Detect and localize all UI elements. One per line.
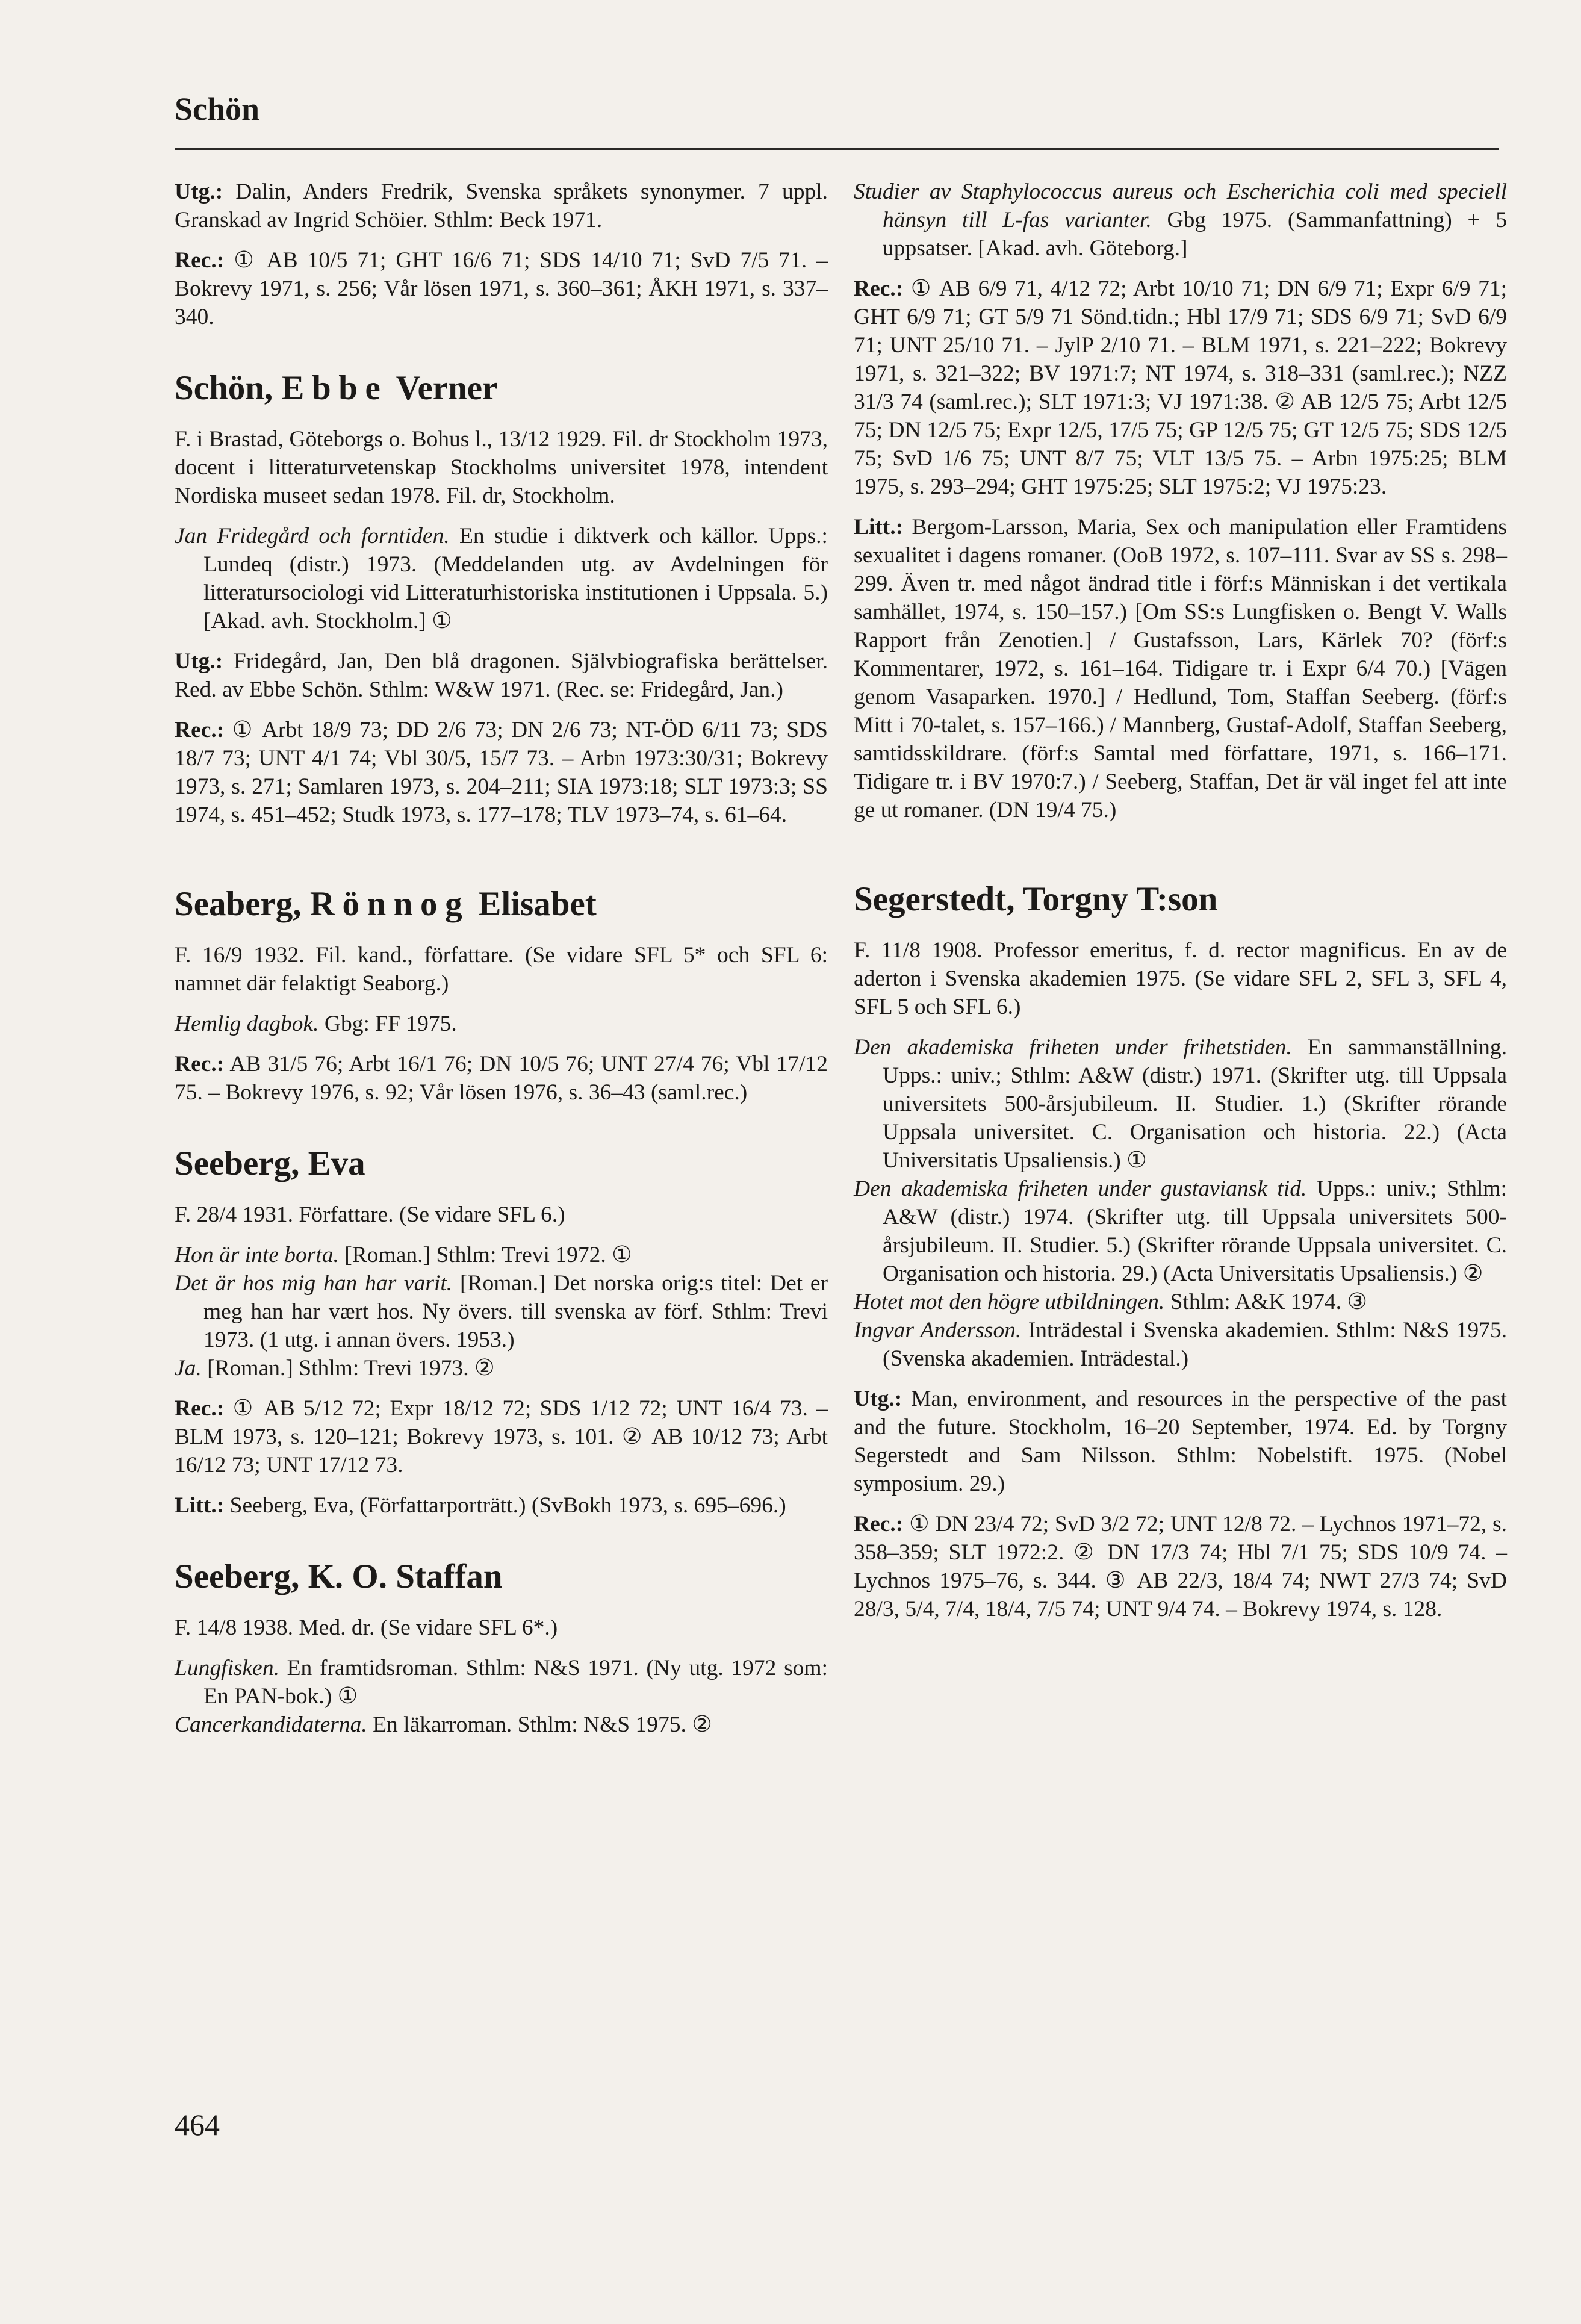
bibliography-item: Den akademiska friheten under gustaviansk tid. Upps.: univ.; Sthlm: A&W (distr.) 1974. (Skrifter utg. till Uppsala universitets 500-årsjubileum. II. Studier. 5.) (Skrifter rörande Uppsala universitet. C. Organisation och historia. 29.) (Acta Universitatis Upsaliensis.) ② <box>854 1176 1508 1286</box>
rec-paragraph: Rec.: AB 31/5 76; Arbt 16/1 76; DN 10/5 76; UNT 27/4 76; Vbl 17/12 75. – Bokrevy 1976, s. 92; Vår lösen 1976, s. 36–43 (saml.rec.) <box>175 1052 828 1105</box>
bibliography-item: Den akademiska friheten under frihetstiden. En sammanställning. Upps.: univ.; Sthlm: A&W (distr.) 1971. (Skrifter utg. till Uppsala universitets 500-årsjubileum. II. Studier. 1.) (Skrifter rörande Uppsala universitet. C. Organisation och historia. 22.) (Acta Universitatis Upsaliensis.) ① <box>854 1035 1507 1173</box>
header-rule <box>175 148 1499 150</box>
bibliography-item: Cancerkandidaterna. En läkarroman. Sthlm: N&S 1975. ② <box>175 1712 712 1737</box>
utg-paragraph: Utg.: Man, environment, and resources in the perspective of the past and the future. Stockholm, 16–20 September, 1974. Ed. by Torgny Segerstedt and Sam Nilsson. Sthlm: Nobelstift. 1975. (Nobel symposium. 29.) <box>854 1387 1507 1496</box>
bibliography-item: Ingvar Andersson. Inträdestal i Svenska akademien. Sthlm: N&S 1975. (Svenska akademien. Inträdestal.) <box>854 1318 1507 1371</box>
rec-paragraph: Rec.: ① Arbt 18/9 73; DD 2/6 73; DN 2/6 73; NT-ÖD 6/11 73; SDS 18/7 73; UNT 4/1 74; Vbl 30/5, 15/7 73. – Arbn 1973:30/31; Bokrevy 1973, s. 271; Samlaren 1973, s. 204–211; SIA 1973:18; SLT 1973:3; SS 1974, s. 451–452; Studk 1973, s. 177–178; TLV 1973–74, s. 61–64. <box>175 718 828 827</box>
entry-bio: F. 28/4 1931. Författare. (Se vidare SFL 6.) <box>175 1202 565 1227</box>
utg-label: Utg.: <box>175 179 223 204</box>
bibliography-item: Ja. [Roman.] Sthlm: Trevi 1973. ② <box>175 1356 495 1381</box>
schon-utg <box>175 178 828 234</box>
entry-heading-staffan: Seeberg, K. O. Staffan <box>175 1558 503 1595</box>
litt-paragraph: Litt.: Seeberg, Eva, (Författarporträtt.) (SvBokh 1973, s. 695–696.) <box>175 1493 786 1518</box>
entry-heading-ebbe: Schön, Ebbe Verner <box>175 369 498 407</box>
bibliography-item: Studier av Staphylococcus aureus och Escherichia coli med speciell hänsyn till L-fas varianter. Gbg 1975. (Sammanfattning) + 5 uppsatser. [Akad. avh. Göteborg.] <box>854 179 1507 261</box>
schon-rec <box>175 246 828 331</box>
entry-bio: F. 11/8 1908. Professor emeritus, f. d. rector magnificus. En av de aderton i Svenska akademien 1975. (Se vidare SFL 2, SFL 3, SFL 4, SFL 5 och SFL 6.) <box>854 938 1507 1019</box>
bibliography-item: Hon är inte borta. [Roman.] Sthlm: Trevi 1972. ① <box>175 1243 632 1267</box>
entry-bio: F. 14/8 1938. Med. dr. (Se vidare SFL 6*.) <box>175 1615 558 1640</box>
right-column <box>854 178 1507 1635</box>
rec-label: Rec.: <box>175 248 225 273</box>
litt-paragraph: Litt.: Bergom-Larsson, Maria, Sex och manipulation eller Framtidens sexualitet i dagens romaner. (OoB 1972, s. 107–111. Svar av SS s. 298–299. Även tr. med något ändrad title i förf:s Människan i det vertikala samhället, 1974, s. 150–157.) [Om SS:s Lungfisken o. Bengt V. Walls Rapport från Zenotien.] / Gustafsson, Lars, Kärlek 70? (förf:s Kommentarer, 1972, s. 161–164. Tidigare tr. i Expr 6/4 70.) [Vägen genom Vasaparken. 1970.] / Hedlund, Tom, Staffan Seeberg. (förf:s Mitt i 70-talet, s. 157–166.) / Mannberg, Gustaf-Adolf, Staffan Seeberg, samtidsskildrare. (förf:s Samtal med författare, 1971, s. 166–171. Tidigare tr. i BV 1970:7.) / Seeberg, Staffan, Det är väl inget fel att inte ge ut romaner. (DN 19/4 75.) <box>854 515 1507 822</box>
entry-heading-ronnog: Seaberg, Rönnog Elisabet <box>175 885 597 923</box>
bibliography-item: Lungfisken. En framtidsroman. Sthlm: N&S 1971. (Ny utg. 1972 som: En PAN-bok.) ① <box>175 1656 828 1709</box>
bibliography-item: Hotet mot den högre utbildningen. Sthlm: A&K 1974. ③ <box>854 1290 1368 1314</box>
running-head: Schön <box>175 91 260 127</box>
entry-bio: F. i Brastad, Göteborgs o. Bohus l., 13/12 1929. Fil. dr Stockholm 1973, docent i litteraturvetenskap Stockholms universitet 1978, intendent Nordiska museet sedan 1978. Fil. dr, Stockholm. <box>175 427 828 508</box>
page-number: 464 <box>175 2108 220 2142</box>
rec-paragraph: Rec.: ① AB 6/9 71, 4/12 72; Arbt 10/10 71; DN 6/9 71; Expr 6/9 71; GHT 6/9 71; GT 5/9 71 Sönd.tidn.; Hbl 17/9 71; SDS 6/9 71; SvD 6/9 71; UNT 25/10 71. – JylP 2/10 71. – BLM 1971, s. 221–222; Bokrevy 1971, s. 321–322; BV 1971:7; NT 1974, s. 318–331 (saml.rec.); NZZ 31/3 74 (saml.rec.); SLT 1971:3; VJ 1971:38. ② AB 12/5 75; Arbt 12/5 75; DN 12/5 75; Expr 12/5, 17/5 75; GP 12/5 75; GT 12/5 75; SDS 12/5 75; SvD 1/6 75; UNT 8/7 75; VLT 13/5 75. – Arbn 1975:25; BLM 1975, s. 293–294; GHT 1975:25; SLT 1975:2; VJ 1975:23. <box>854 276 1507 499</box>
bibliography-item: Hemlig dagbok. Gbg: FF 1975. <box>175 1011 457 1036</box>
left-column <box>175 178 828 1739</box>
utg-text: Dalin, Anders Fredrik, Svenska språkets synonymer. 7 uppl. Granskad av Ingrid Schöier. Sthlm: Beck 1971. <box>175 179 828 232</box>
rec-paragraph: Rec.: ① DN 23/4 72; SvD 3/2 72; UNT 12/8 72. – Lychnos 1971–72, s. 358–359; SLT 1972:2. ② DN 17/3 74; Hbl 7/1 75; SDS 10/9 74. – Lychnos 1975–76, s. 344. ③ AB 22/3, 18/4 74; NWT 27/3 74; SvD 28/3, 5/4, 7/4, 18/4, 7/5 74; UNT 9/4 74. – Bokrevy 1974, s. 128. <box>854 1512 1507 1621</box>
entry-heading-torgny: Segerstedt, Torgny T:son <box>854 880 1218 918</box>
entry-bio: F. 16/9 1932. Fil. kand., författare. (Se vidare SFL 5* och SFL 6: namnet där felaktigt Seaborg.) <box>175 943 828 996</box>
utg-paragraph: Utg.: Fridegård, Jan, Den blå dragonen. Självbiografiska berättelser. Red. av Ebbe Schön. Sthlm: W&W 1971. (Rec. se: Fridegård, Jan.) <box>175 649 828 702</box>
rec-paragraph: Rec.: ① AB 5/12 72; Expr 18/12 72; SDS 1/12 72; UNT 16/4 73. – BLM 1973, s. 120–121; Bokrevy 1973, s. 101. ② AB 10/12 73; Arbt 16/12 73; UNT 17/12 73. <box>175 1396 828 1477</box>
bibliography-item: Jan Fridegård och forntiden. En studie i diktverk och källor. Upps.: Lundeq (distr.) 1973. (Meddelanden utg. av Avdelningen för litteratursociologi vid Litteraturhistoriska institutionen i Uppsala. 5.) [Akad. avh. Stockholm.] ① <box>175 524 828 633</box>
entry-heading-eva: Seeberg, Eva <box>175 1145 365 1182</box>
bibliography-item: Det är hos mig han har varit. [Roman.] Det norska orig:s titel: Det er meg han har vært hos. Ny övers. till svenska av förf. Sthlm: Trevi 1973. (1 utg. i annan övers. 1953.) <box>175 1271 828 1352</box>
rec-text: ① AB 10/5 71; GHT 16/6 71; SDS 14/10 71; SvD 7/5 71. – Bokrevy 1971, s. 256; Vår lösen 1971, s. 360–361; ÅKH 1971, s. 337–340. <box>175 248 828 329</box>
